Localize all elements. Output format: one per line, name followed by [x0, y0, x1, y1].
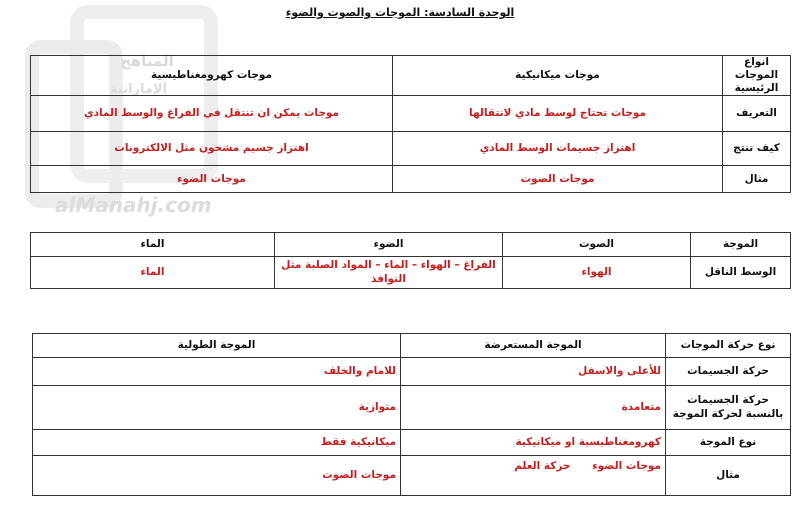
table-cell: اهتزاز جسيمات الوسط المادي: [393, 132, 723, 166]
table-header-row: [31, 56, 791, 96]
table-cell: [401, 456, 666, 496]
table-cell: اهتزاز جسيم مشحون مثل الالكترونات: [31, 132, 393, 166]
table-cell: الهواء: [503, 257, 691, 289]
table-cell: موجات الصوت: [393, 166, 723, 193]
table-row: [33, 386, 791, 430]
table-header-cell: موجات ميكانيكية: [393, 56, 723, 96]
table-cell: موجات الضوء: [31, 166, 393, 193]
table-row: [31, 96, 791, 132]
row-label: حركة الجسيمات: [666, 358, 791, 386]
table-header-cell: الصوت: [503, 233, 691, 257]
table-row: [31, 257, 791, 289]
table-row: [31, 132, 791, 166]
row-label: مثال: [666, 456, 791, 496]
table-cell: للامام والخلف: [33, 358, 401, 386]
table-row: [33, 358, 791, 386]
table-cell: موجات تحتاج لوسط مادي لانتقالها: [393, 96, 723, 132]
row-label: كيف تنتج: [723, 132, 791, 166]
watermark-latin: alManahj.com: [55, 193, 212, 217]
table-cell: للأعلى والاسفل: [401, 358, 666, 386]
table-cell: موجات الصوت: [33, 456, 401, 496]
page-title: الوحدة السادسة: الموجات والصوت والضوء: [285, 6, 515, 19]
table-cell: متوازية: [33, 386, 401, 430]
row-label: مثال: [723, 166, 791, 193]
table-cell: الفراغ – الهواء – الماء – المواد الصلبة مثل النوافذ: [275, 257, 503, 289]
table-header-cell: نوع حركة الموجات: [666, 334, 791, 358]
table-header-cell: الموجة الطولية: [33, 334, 401, 358]
table-header-cell: الماء: [31, 233, 275, 257]
table-header-cell: انواع الموجات الرئيسية: [723, 56, 791, 96]
table-cell: موجات يمكن ان تنتقل في الفراغ والوسط المادي: [31, 96, 393, 132]
row-label: نوع الموجة: [666, 430, 791, 456]
table-cell: متعامدة: [401, 386, 666, 430]
table-cell: كهرومغناطيسية او ميكانيكية: [401, 430, 666, 456]
table-header-cell: موجات كهرومغناطيسية: [31, 56, 393, 96]
table-header-row: [33, 334, 791, 358]
table-row: [33, 430, 791, 456]
row-label: الوسط الناقل: [691, 257, 791, 289]
row-label: حركة الجسيمات بالنسبة لحركة الموجة: [666, 386, 791, 430]
example-text: حركة العلم: [514, 460, 571, 472]
wave-types-table: [30, 55, 791, 193]
table-cell: الماء: [31, 257, 275, 289]
table-header-cell: الموجة المستعرضة: [401, 334, 666, 358]
watermark-text: الإماراتية: [110, 82, 168, 97]
row-label: التعريف: [723, 96, 791, 132]
medium-table: [30, 232, 791, 289]
table-cell: ميكانيكية فقط: [33, 430, 401, 456]
watermark-text: المناهج: [120, 52, 174, 70]
table-header-row: [31, 233, 791, 257]
wave-motion-table: [32, 333, 791, 496]
example-text: موجات الضوء: [592, 460, 661, 472]
table-row: [33, 456, 791, 496]
table-header-cell: الضوء: [275, 233, 503, 257]
table-header-cell: الموجة: [691, 233, 791, 257]
table-row: [31, 166, 791, 193]
